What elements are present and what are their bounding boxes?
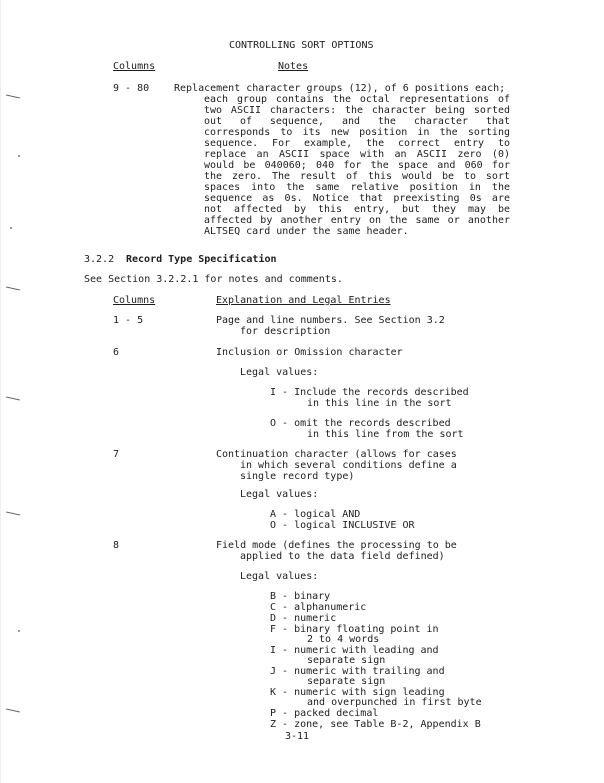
- row-explanation: in which several conditions define a: [240, 460, 457, 471]
- margin-mark: [6, 95, 20, 99]
- legal-value-detail: in this line in the sort: [307, 398, 452, 409]
- legal-value: O - omit the records described: [270, 418, 451, 429]
- note-line: spaces into the same relative position in the: [204, 182, 510, 193]
- legal-values-label: Legal values:: [240, 571, 319, 582]
- page-number: 3-11: [285, 731, 310, 742]
- page-title: CONTROLLING SORT OPTIONS: [229, 40, 374, 51]
- row-columns-value: 6: [113, 347, 120, 358]
- row-columns-value: 9 - 80: [113, 83, 150, 94]
- legal-values-label: Legal values:: [240, 489, 319, 500]
- legal-value: A - logical AND: [270, 509, 361, 520]
- legal-value: B - binary: [270, 591, 331, 602]
- row-explanation: Continuation character (allows for cases: [216, 449, 457, 460]
- legal-value-detail: in this line from the sort: [307, 429, 464, 440]
- legal-value: I - Include the records described: [270, 387, 469, 398]
- row-explanation: single record type): [240, 471, 355, 482]
- note-line: out of sequence, and the character that: [204, 116, 510, 127]
- note-line: each group contains the octal representations of: [204, 94, 510, 105]
- section-intro: See Section 3.2.2.1 for notes and comments.: [84, 274, 343, 285]
- legal-value: D - numeric: [270, 613, 337, 624]
- margin-dot: [18, 630, 20, 632]
- margin-dot: [18, 155, 20, 157]
- legal-value: Z - zone, see Table B-2, Appendix B: [270, 719, 481, 730]
- row-note-body: [204, 94, 510, 237]
- note-line: replace an ASCII space with an ASCII zero (0): [204, 149, 510, 160]
- row-columns-value: 7: [113, 449, 120, 460]
- margin-mark: [6, 709, 20, 713]
- legal-value: K - numeric with sign leading: [270, 687, 445, 698]
- section-title: Record Type Specification: [126, 254, 277, 265]
- row-explanation: applied to the data field defined): [240, 551, 445, 562]
- legal-value-detail: separate sign: [307, 655, 386, 666]
- row-explanation: Page and line numbers. See Section 3.2: [216, 315, 445, 326]
- section-number: 3.2.2: [84, 254, 115, 265]
- margin-mark: [6, 397, 20, 401]
- note-line: ALTSEQ card under the same header.: [204, 226, 409, 237]
- note-line: two ASCII characters: the character being sorted: [204, 105, 510, 116]
- legal-value: I - numeric with leading and: [270, 645, 439, 656]
- column-header-columns: Columns: [113, 61, 156, 72]
- legal-value: F - binary floating point in: [270, 624, 439, 635]
- note-line: sequence as 0s. Notice that preexisting 0s are: [204, 193, 510, 204]
- legal-value-detail: separate sign: [307, 676, 386, 687]
- note-line: the zero. The result of this would be to sort: [204, 171, 510, 182]
- row-explanation: Inclusion or Omission character: [216, 347, 403, 358]
- legal-value: C - alphanumeric: [270, 602, 367, 613]
- legal-value-detail: 2 to 4 words: [307, 634, 380, 645]
- margin-mark: [6, 287, 20, 291]
- row-columns-value: 1 - 5: [113, 315, 144, 326]
- note-line: not affected by this entry, but they may be: [204, 204, 510, 215]
- legal-value: P - packed decimal: [270, 708, 379, 719]
- note-line: would be 040060; 040 for the space and 060 for: [204, 160, 510, 171]
- row-explanation: for description: [240, 326, 331, 337]
- margin-mark: [6, 512, 20, 516]
- row-explanation: Field mode (defines the processing to be: [216, 540, 457, 551]
- column-header-columns: Columns: [113, 295, 156, 306]
- column-header-notes: Notes: [278, 61, 309, 72]
- legal-values-label: Legal values:: [240, 367, 319, 378]
- note-line: sequence. For example, the correct entry to: [204, 138, 510, 149]
- note-line: affected by another entry on the same or another: [204, 215, 510, 226]
- margin-dot: [10, 227, 12, 229]
- legal-value: O - logical INCLUSIVE OR: [270, 520, 415, 531]
- column-header-explanation: Explanation and Legal Entries: [216, 295, 391, 306]
- note-line: corresponds to its new position in the sorting: [204, 127, 510, 138]
- legal-value-detail: and overpunched in first byte: [307, 697, 482, 708]
- page-edge: [0, 0, 1, 783]
- legal-value: J - numeric with trailing and: [270, 666, 445, 677]
- row-columns-value: 8: [113, 540, 120, 551]
- row-note-first-line: Replacement character groups (12), of 6 positions each;: [174, 83, 506, 94]
